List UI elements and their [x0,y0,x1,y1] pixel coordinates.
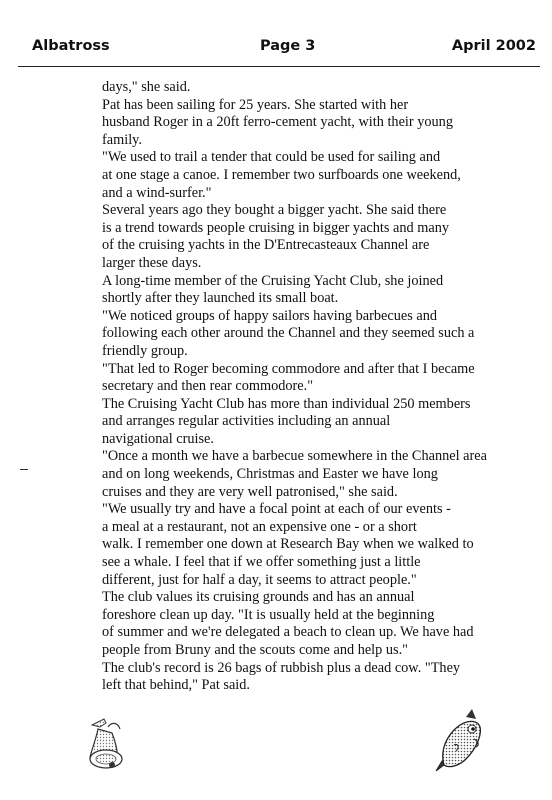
article-line: Pat has been sailing for 25 years. She started with her [102,96,409,113]
article-line: is a trend towards people cruising in bigger yachts and many [102,219,450,236]
article-body [102,79,542,695]
article-line: The club's record is 26 bags of rubbish plus a dead cow. "They [102,659,461,676]
article-line: walk. I remember one down at Research Bay when we walked to [102,536,474,553]
issue-date: April 2002 [451,38,536,54]
article-line: following each other around the Channel and they seemed such a [102,325,475,342]
article-line: a meal at a restaurant, not an expensive one - or a short [102,518,417,535]
article-line: The club values its cruising grounds and has an annual [102,589,415,606]
article-line: friendly group. [102,342,188,359]
article-line: shortly after they launched its small boat. [102,290,339,307]
article-line: of summer and we're delegated a beach to clean up. We have had [102,624,474,641]
ship-bell-icon [78,715,138,775]
article-line: The Cruising Yacht Club has more than individual 250 members [102,395,471,412]
article-line: Several years ago they bought a bigger yacht. She said there [102,202,447,219]
article-line: and arranges regular activities including an annual [102,413,391,430]
article-line: foreshore clean up day. "It is usually held at the beginning [102,606,435,623]
cartoon-fish-icon [430,705,490,775]
article-line: "We noticed groups of happy sailors having barbecues and [102,307,438,324]
article-line: "We used to trail a tender that could be used for sailing and [102,149,441,166]
newsletter-title: Albatross [32,38,110,54]
article-line: see a whale. I feel that if we offer something just a little [102,554,421,571]
page-header [20,38,536,62]
article-line: cruises and they are very well patronised," she said. [102,483,398,500]
header-rule [18,66,540,67]
article-line: people from Bruny and the scouts come and help us." [102,642,409,658]
article-line: "We usually try and have a focal point at each of our events - [102,501,451,518]
article-line: of the cruising yachts in the D'Entrecasteaux Channel are [102,237,430,254]
article-line: family. [102,131,142,148]
article-line: at one stage a canoe. I remember two surfboards one weekend, [102,166,461,183]
article-line: secretary and then rear commodore." [102,378,314,395]
article-line: A long-time member of the Cruising Yacht Club, she joined [102,272,444,289]
article-line: "Once a month we have a barbecue somewhere in the Channel area [102,448,487,465]
article-line: and a wind-surfer." [102,184,212,201]
article-line: different, just for half a day, it seems to attract people." [102,571,417,588]
article-line: left that behind," Pat said. [102,677,250,694]
article-line: larger these days. [102,254,202,271]
article-line: days," she said. [102,79,191,95]
article-line: navigational cruise. [102,430,214,447]
article-line: "That led to Roger becoming commodore and after that I became [102,360,475,377]
margin-mark [20,469,28,470]
page-number: Page 3 [260,38,316,54]
article-line: husband Roger in a 20ft ferro-cement yacht, with their young [102,114,453,131]
article-line: and on long weekends, Christmas and Easter we have long [102,466,438,483]
